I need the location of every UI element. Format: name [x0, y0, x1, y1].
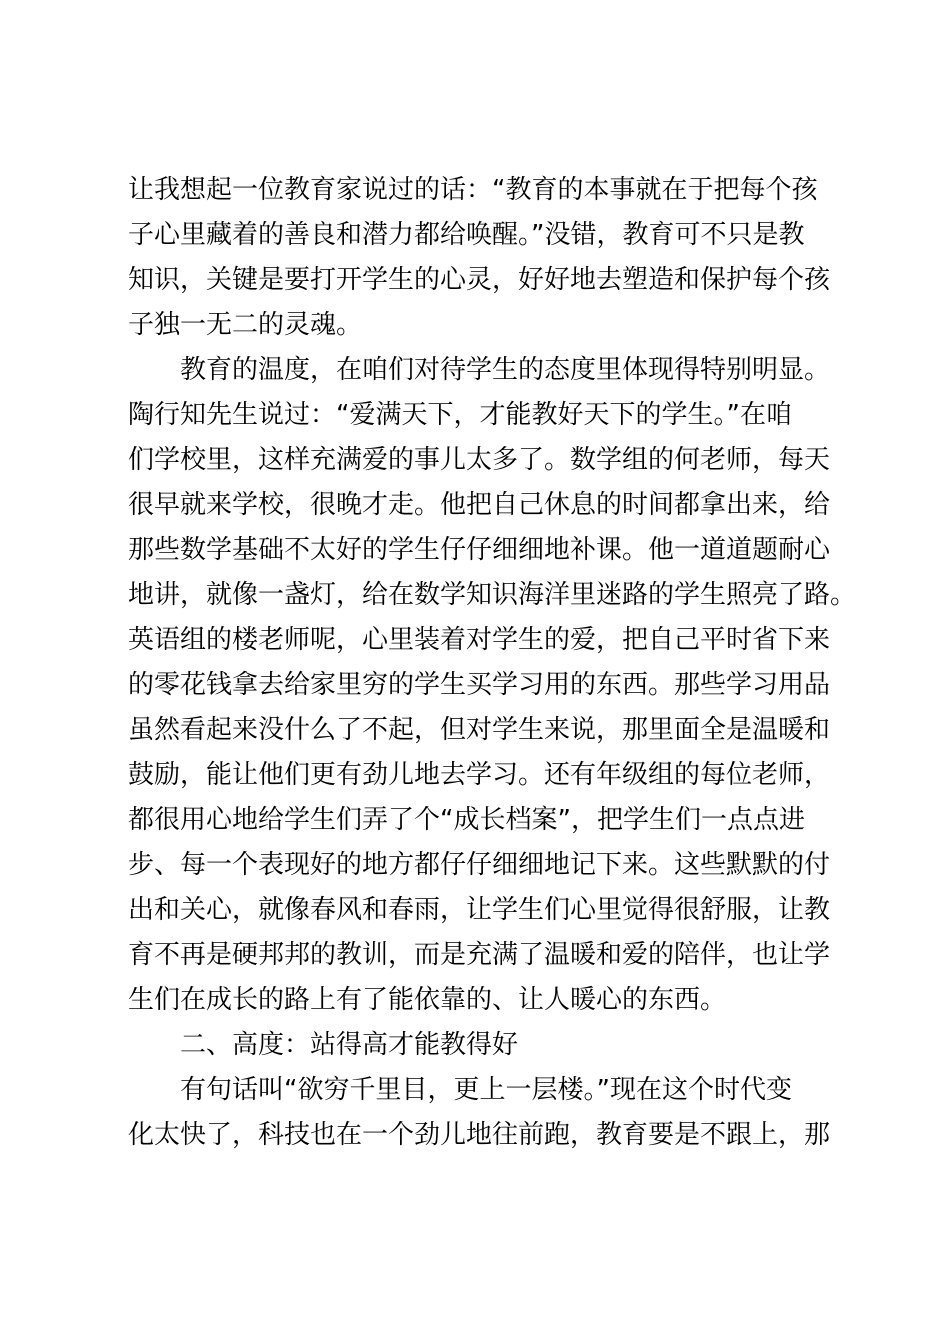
text-line: 地讲，就像一盏灯，给在数学知识海洋里迷路的学生照亮了路。 — [128, 580, 857, 610]
text-line: 知识，关键是要打开学生的心灵，好好地去塑造和保护每个孩 — [128, 265, 831, 295]
text-line: 鼓励，能让他们更有劲儿地去学习。还有年级组的每位老师， — [128, 760, 831, 790]
text-line: 让我想起一位教育家说过的话：“教育的本事就在于把每个孩 — [128, 175, 818, 205]
text-line: 生们在成长的路上有了能依靠的、让人暖心的东西。 — [128, 985, 727, 1015]
text-line: 化太快了，科技也在一个劲儿地往前跑，教育要是不跟上，那 — [128, 1120, 831, 1150]
text-line: 教育的温度，在咱们对待学生的态度里体现得特别明显。 — [180, 355, 831, 385]
text-line: 出和关心，就像春风和春雨，让学生们心里觉得很舒服，让教 — [128, 895, 831, 925]
text-line: 步、每一个表现好的地方都仔仔细细地记下来。这些默默的付 — [128, 850, 831, 880]
text-line: 子独一无二的灵魂。 — [128, 310, 363, 340]
text-line: 有句话叫“欲穷千里目，更上一层楼。”现在这个时代变 — [180, 1075, 792, 1105]
text-line: 那些数学基础不太好的学生仔仔细细地补课。他一道道题耐心 — [128, 535, 831, 565]
text-line: 们学校里，这样充满爱的事儿太多了。数学组的何老师，每天 — [128, 445, 831, 475]
text-line: 育不再是硬邦邦的教训，而是充满了温暖和爱的陪伴，也让学 — [128, 940, 831, 970]
text-line: 子心里藏着的善良和潜力都给唤醒。”没错，教育可不只是教 — [128, 220, 805, 250]
text-line: 很早就来学校，很晚才走。他把自己休息的时间都拿出来，给 — [128, 490, 831, 520]
text-line: 都很用心地给学生们弄了个“成长档案”，把学生们一点点进 — [128, 805, 805, 835]
section-heading: 二、高度：站得高才能教得好 — [180, 1030, 519, 1060]
text-line: 的零花钱拿去给家里穷的学生买学习用的东西。那些学习用品 — [128, 670, 831, 700]
text-line: 陶行知先生说过：“爱满天下，才能教好天下的学生。”在咱 — [128, 400, 792, 430]
text-line: 英语组的楼老师呢，心里装着对学生的爱，把自己平时省下来 — [128, 625, 831, 655]
text-line: 虽然看起来没什么了不起，但对学生来说，那里面全是温暖和 — [128, 715, 831, 745]
